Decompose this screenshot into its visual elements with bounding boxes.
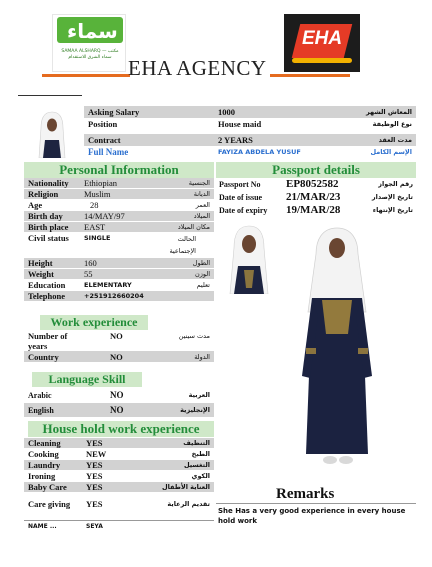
weight-value: 55 (84, 269, 93, 279)
care-giving-value: YES (86, 499, 103, 509)
education-arabic: تعليم (196, 281, 210, 289)
english-row (24, 403, 214, 418)
applicant-photo-small (32, 106, 72, 158)
years-arabic: مدت سينين (178, 332, 210, 340)
laundry-label: Laundry (28, 460, 61, 470)
arabic-arabic: العربية (188, 391, 210, 399)
weight-row (24, 269, 214, 280)
household-experience-header: House hold work experience (28, 421, 214, 437)
height-value: 160 (84, 258, 97, 268)
arabic-value: NO (110, 390, 124, 400)
header-rule-left (42, 74, 130, 77)
telephone-label: Telephone (28, 291, 66, 301)
arabic-row (24, 388, 214, 403)
country-row (24, 351, 214, 363)
ironing-value: YES (86, 471, 103, 481)
cleaning-arabic: التنظيف (183, 439, 210, 447)
passport-no-row (216, 178, 416, 191)
cooking-arabic: الطبخ (191, 450, 210, 458)
years-label: Number of years (28, 331, 68, 351)
religion-label: Religion (28, 189, 59, 199)
cleaning-row (24, 438, 214, 449)
birth-day-arabic: الميلاد (193, 212, 210, 220)
birth-place-row (24, 222, 214, 233)
passport-no-label: Passport No (219, 180, 261, 189)
nationality-value: Ethiopian (84, 178, 118, 188)
care-giving-label: Care giving (28, 499, 71, 509)
date-of-expiry-label: Date of expiry (219, 206, 268, 215)
care-giving-arabic: تقديم الرعاية (167, 500, 210, 508)
name-value: SEYA (86, 523, 103, 530)
civil-status-value: SINGLE (84, 234, 111, 242)
cleaning-value: YES (86, 438, 103, 448)
remarks-divider (216, 503, 416, 504)
height-row (24, 258, 214, 269)
age-row (24, 200, 214, 211)
date-of-issue-label: Date of issue (219, 193, 263, 202)
nationality-row (24, 178, 214, 189)
education-label: Education (28, 280, 66, 290)
education-row (24, 280, 214, 291)
samaa-logo-text: سماء (67, 19, 118, 43)
eha-logo (284, 14, 360, 72)
contract-label: Contract (88, 135, 121, 145)
civil-status-row (24, 233, 214, 258)
laundry-row (24, 460, 214, 471)
years-value: NO (110, 331, 123, 341)
date-of-expiry-value: 19/MAR/28 (286, 204, 341, 216)
date-of-expiry-arabic: تاريخ الإنتهاء (372, 206, 413, 214)
cleaning-label: Cleaning (28, 438, 61, 448)
laundry-arabic: التغسيل (183, 461, 210, 469)
full-name-value: FAYIZA ABDELA YUSUF (218, 148, 301, 156)
applicant-photo-full-body (288, 216, 386, 472)
english-label: English (28, 406, 54, 415)
top-info-table (84, 106, 416, 158)
birth-place-arabic: مكان الميلاد (177, 223, 210, 231)
full-name-arabic: الإسم الكامل (370, 148, 412, 156)
education-value: ELEMENTARY (84, 281, 132, 289)
birth-place-label: Birth place (28, 222, 69, 232)
contract-arabic: مدت العقد (378, 136, 412, 144)
cooking-value: NEW (86, 449, 107, 459)
samaa-logo (52, 14, 126, 72)
date-of-issue-arabic: تاريخ الإصدار (371, 193, 413, 201)
civil-status-label: Civil status (28, 233, 69, 243)
age-value: 28 (90, 200, 99, 210)
baby-care-label: Baby Care (28, 482, 67, 492)
country-arabic: الدولة (194, 353, 210, 361)
telephone-arabic (160, 291, 214, 301)
weight-arabic: الوزن (194, 270, 210, 278)
work-experience-table (24, 331, 214, 363)
cooking-label: Cooking (28, 449, 59, 459)
height-arabic: الطول (192, 259, 210, 267)
full-name-label: Full Name (88, 147, 129, 157)
english-value: NO (110, 405, 124, 415)
arabic-label: Arabic (28, 391, 52, 400)
cooking-row (24, 449, 214, 460)
baby-care-value: YES (86, 482, 103, 492)
position-arabic: نوع الوظيفة (372, 120, 412, 128)
agency-name: EHA AGENCY (128, 56, 267, 80)
english-arabic: الإنجليزية (180, 406, 210, 414)
baby-care-arabic: العناية الأطفال (161, 483, 210, 491)
ironing-label: Ironing (28, 471, 56, 481)
passport-no-value: EP8052582 (286, 178, 339, 190)
language-skill-table (24, 388, 214, 418)
eha-logo-swoosh (292, 58, 352, 63)
years-row (24, 331, 214, 351)
remarks-title: Remarks (276, 486, 335, 502)
ironing-row (24, 471, 214, 482)
age-label: Age (28, 200, 43, 210)
samaa-logo-tagline: SAMAA ALSHARQ — مكتب سماء الشرق للاستقدام (61, 49, 119, 60)
passport-details-header: Passport details (216, 162, 416, 178)
position-value: House maid (218, 119, 262, 129)
work-experience-header: Work experience (40, 315, 148, 330)
applicant-photo-portrait (222, 218, 276, 294)
position-label: Position (88, 119, 118, 129)
personal-information-header: Personal Information (24, 162, 214, 178)
contract-value: 2 YEARS (218, 135, 253, 145)
passport-details-table (216, 178, 416, 217)
country-value: NO (110, 352, 123, 362)
weight-label: Weight (28, 269, 54, 279)
remarks-text: She Has a very good experience in every house hold work (218, 507, 406, 525)
religion-arabic: الديانة (193, 190, 210, 198)
care-giving-row (24, 499, 214, 510)
date-of-issue-row (216, 191, 416, 204)
name-label: NAME ... (28, 523, 57, 530)
personal-information-table (24, 178, 214, 302)
birth-day-value: 14/MAY/97 (84, 211, 125, 221)
asking-salary-label: Asking Salary (88, 107, 140, 117)
language-skill-header: Language Skill (32, 372, 142, 387)
country-label: Country (28, 352, 59, 362)
passport-no-arabic: رقم الجواز (378, 180, 413, 188)
eha-logo-text: EHA (301, 28, 343, 49)
household-experience-table (24, 438, 214, 510)
telephone-value: +251912660204 (84, 292, 144, 300)
contract-row (84, 134, 416, 146)
header-underline (18, 95, 82, 96)
asking-salary-row (84, 106, 416, 118)
full-name-row (84, 146, 416, 158)
date-of-issue-value: 21/MAR/23 (286, 191, 341, 203)
birth-day-label: Birth day (28, 211, 63, 221)
nationality-label: Nationality (28, 178, 69, 188)
nationality-arabic: الجنسية (188, 179, 210, 187)
civil-status-arabic: الحالت الإجتماعية (169, 235, 196, 255)
birth-place-value: EAST (84, 222, 106, 232)
baby-care-row (24, 482, 214, 493)
religion-row (24, 189, 214, 200)
telephone-row (24, 291, 214, 302)
name-row (24, 520, 214, 530)
religion-value: Muslim (84, 189, 111, 199)
birth-day-row (24, 211, 214, 222)
position-row (84, 118, 416, 130)
header-rule-right (270, 74, 350, 77)
asking-salary-arabic: المعاش الشهر (366, 108, 412, 116)
ironing-arabic: الكوي (191, 472, 210, 480)
age-arabic: العمر (195, 201, 210, 209)
height-label: Height (28, 258, 53, 268)
asking-salary-value: 1000 (218, 107, 235, 117)
laundry-value: YES (86, 460, 103, 470)
